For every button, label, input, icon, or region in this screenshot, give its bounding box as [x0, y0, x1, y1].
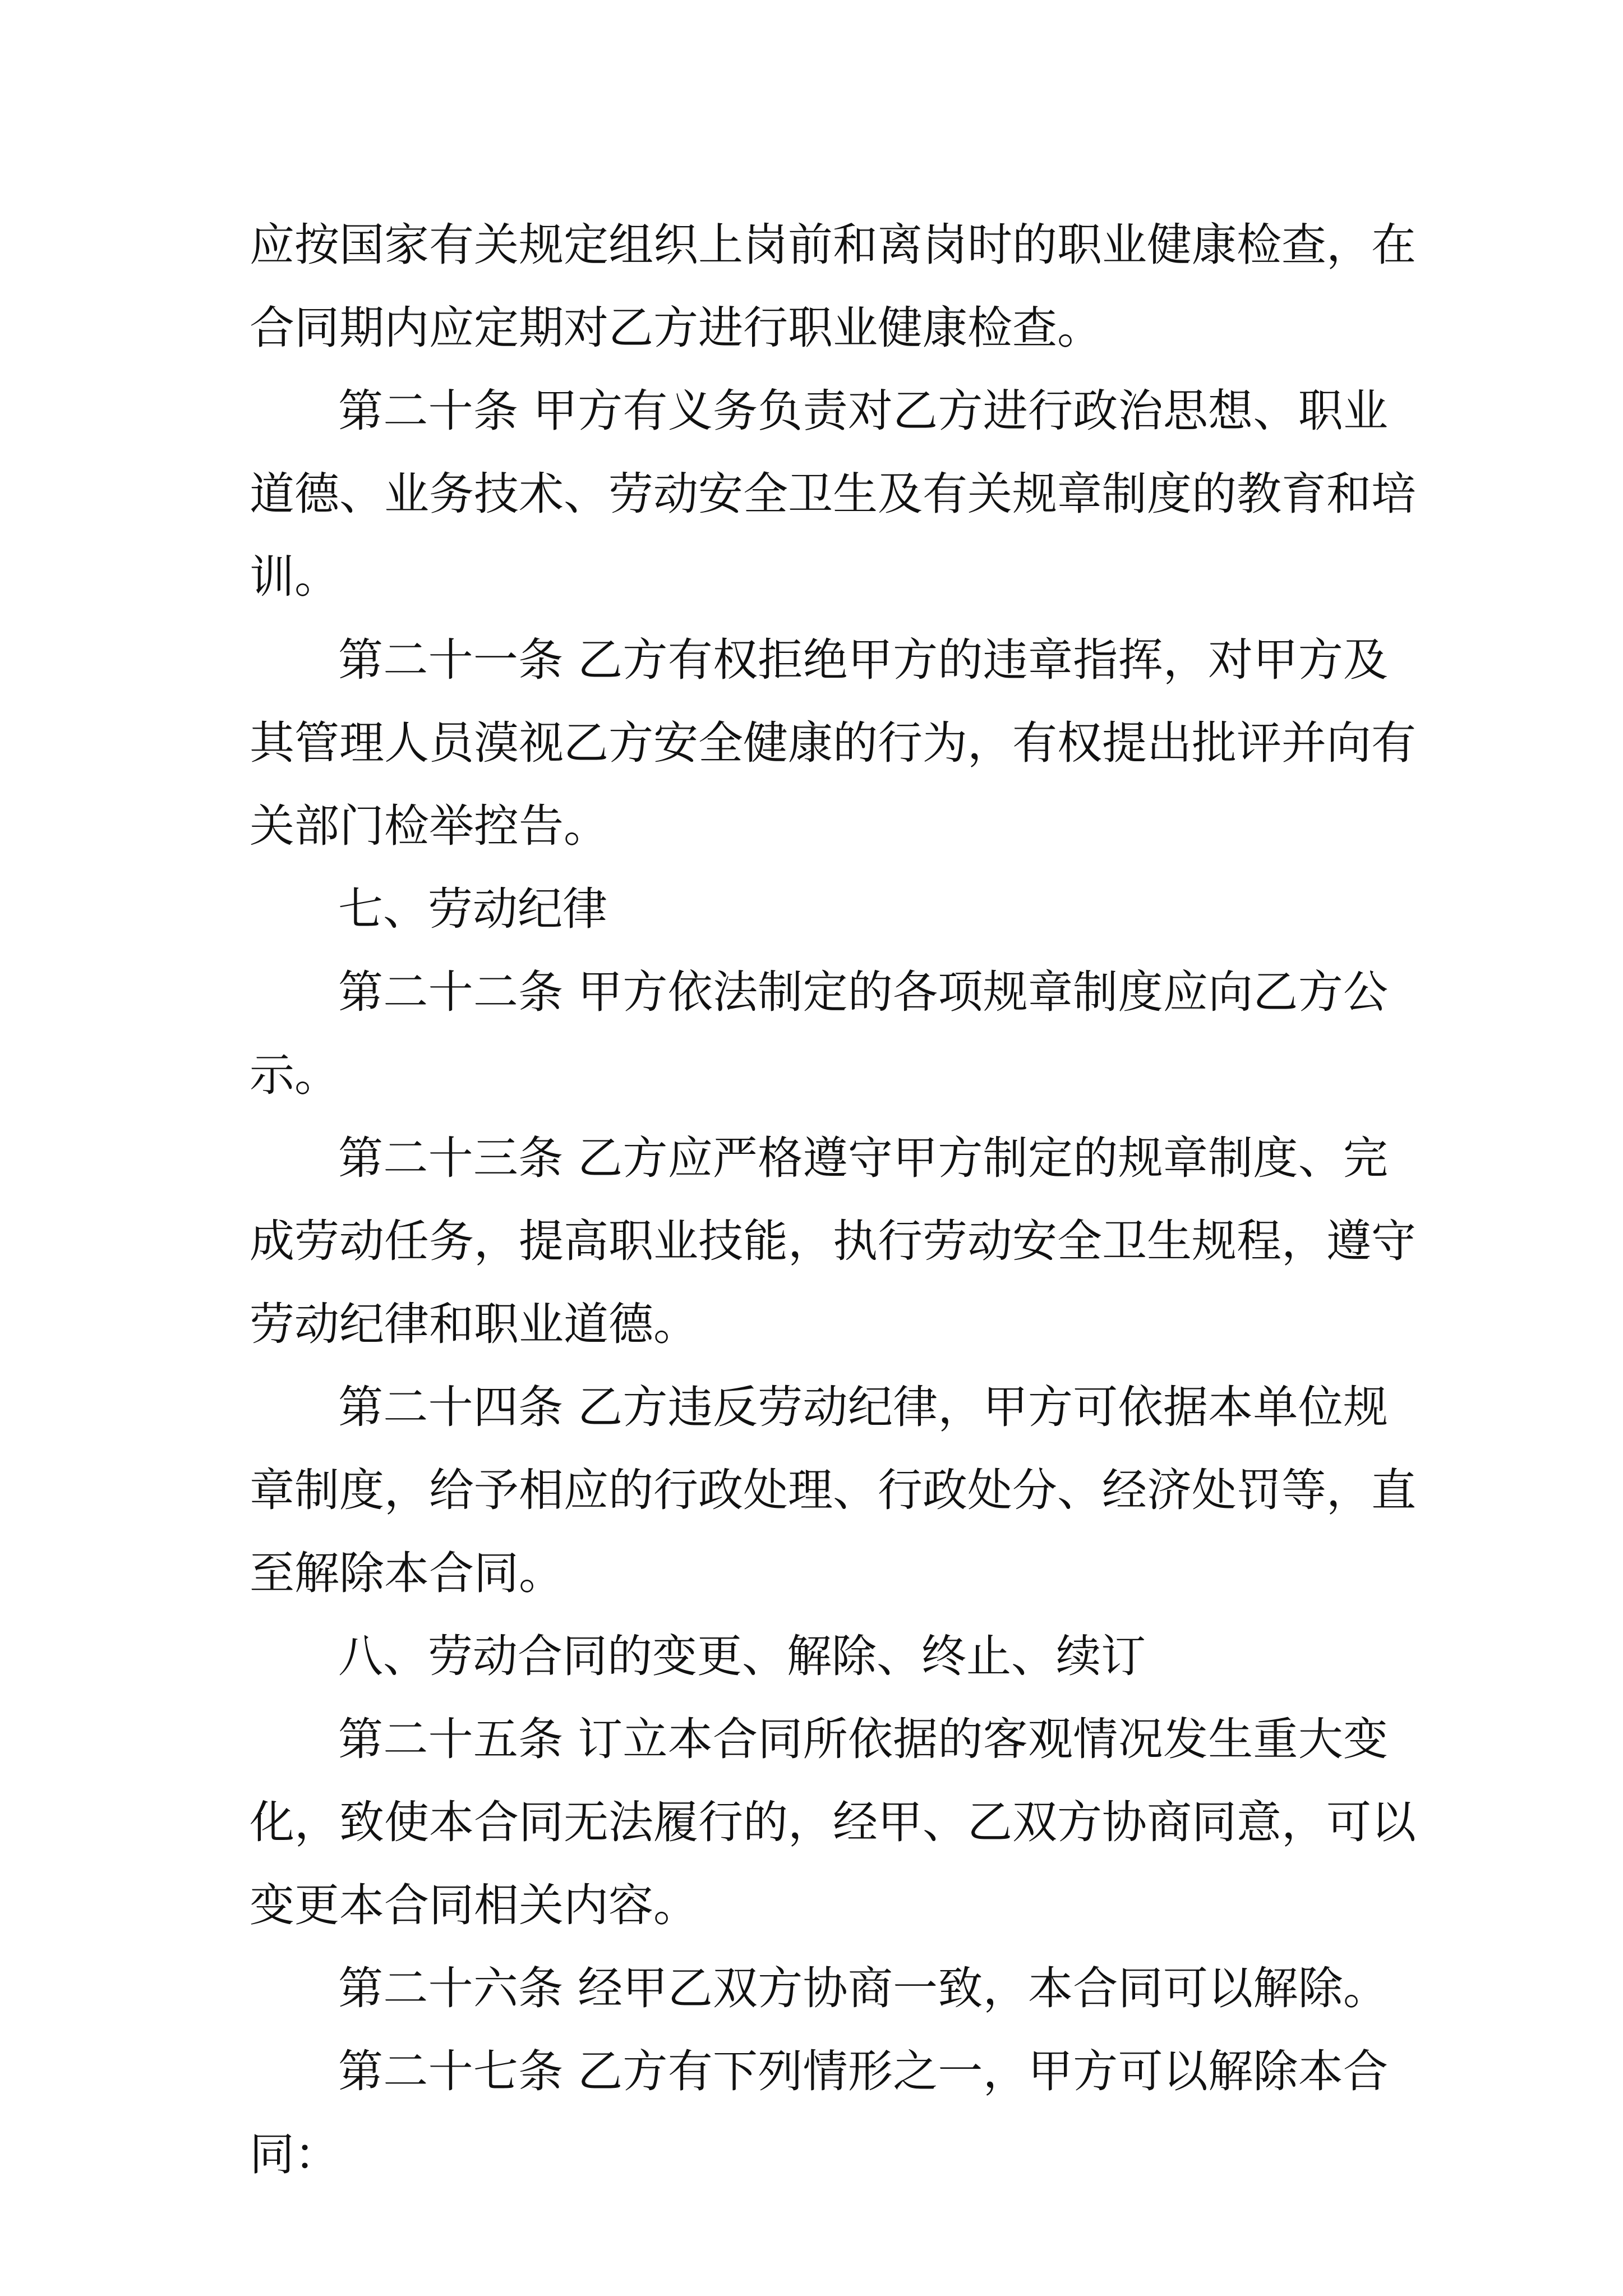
text-line: 合同期内应定期对乙方进行职业健康检查。	[250, 302, 1102, 354]
article-23-line: 第二十三条 乙方应严格遵守甲方制定的规章制度、完	[338, 1132, 1388, 1184]
text-line: 同：	[250, 2128, 339, 2180]
text-line: 劳动纪律和职业道德。	[250, 1298, 698, 1350]
article-20-line: 第二十条 甲方有义务负责对乙方进行政治思想、职业	[338, 385, 1388, 437]
article-25-line: 第二十五条 订立本合同所依据的客观情况发生重大变	[338, 1713, 1388, 1765]
text-line: 关部门检举控告。	[250, 800, 608, 852]
article-24-line: 第二十四条 乙方违反劳动纪律，甲方可依据本单位规	[338, 1381, 1388, 1433]
document-body	[250, 209, 1416, 2201]
text-line: 成劳动任务，提高职业技能，执行劳动安全卫生规程，遵守	[250, 1215, 1416, 1267]
section-heading-contract-changes: 八、劳动合同的变更、解除、终止、续订	[338, 1630, 1146, 1682]
article-21-line: 第二十一条 乙方有权拒绝甲方的违章指挥，对甲方及	[338, 634, 1388, 686]
text-line: 章制度，给予相应的行政处理、行政处分、经济处罚等，直	[250, 1464, 1416, 1516]
text-line: 训。	[250, 551, 339, 603]
text-line: 应按国家有关规定组织上岗前和离岗时的职业健康检查，在	[250, 219, 1416, 271]
article-26-line: 第二十六条 经甲乙双方协商一致，本合同可以解除。	[338, 1962, 1388, 2014]
text-line: 化，致使本合同无法履行的，经甲、乙双方协商同意，可以	[250, 1796, 1416, 1848]
article-27-line: 第二十七条 乙方有下列情形之一，甲方可以解除本合	[338, 2045, 1388, 2097]
text-line: 道德、业务技术、劳动安全卫生及有关规章制度的教育和培	[250, 468, 1416, 520]
text-line: 变更本合同相关内容。	[250, 1879, 698, 1931]
text-line: 示。	[250, 1049, 339, 1101]
section-heading-labor-discipline: 七、劳动纪律	[338, 883, 607, 935]
text-line: 至解除本合同。	[250, 1547, 564, 1599]
article-22-line: 第二十二条 甲方依法制定的各项规章制度应向乙方公	[338, 966, 1388, 1018]
text-line: 其管理人员漠视乙方安全健康的行为，有权提出批评并向有	[250, 717, 1416, 769]
